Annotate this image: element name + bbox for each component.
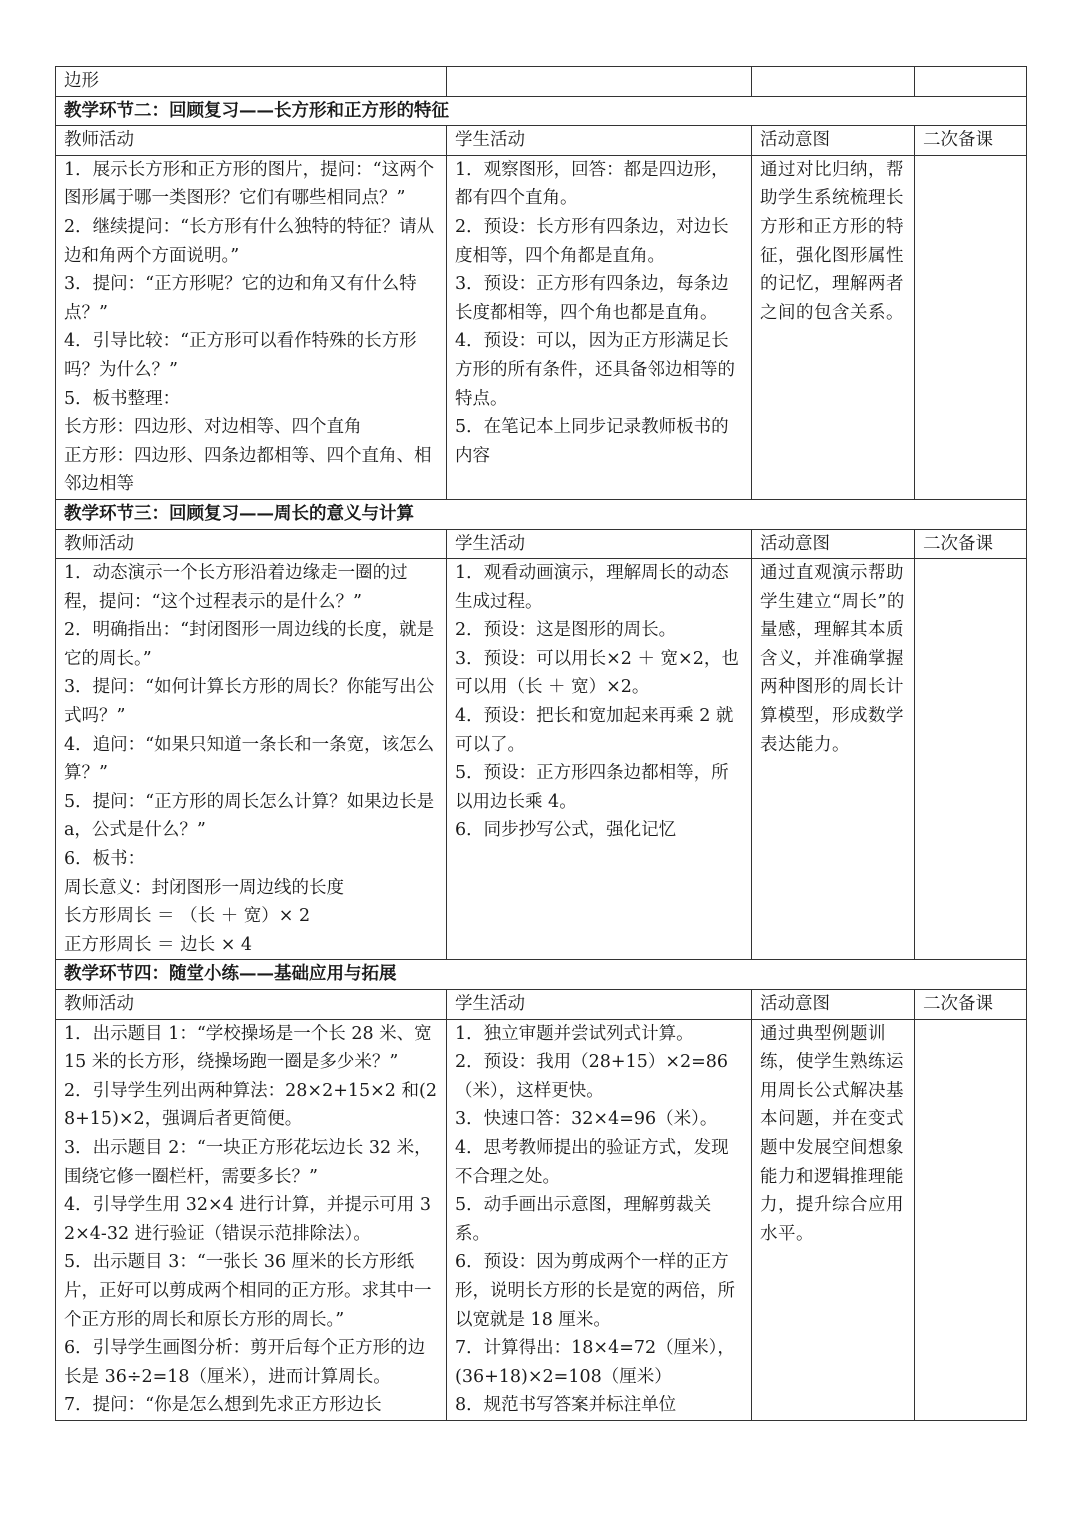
student-activity-item: 2．预设：这是图形的周长。 bbox=[455, 620, 677, 641]
student-activity-item: 7．计算得出：18×4=72（厘米），(36+18)×2=108（厘米） bbox=[455, 1338, 735, 1387]
section-title-row bbox=[56, 960, 1027, 990]
section-content-row bbox=[56, 559, 1027, 960]
teacher-activity-header: 教师活动 bbox=[56, 990, 447, 1020]
secondary-prep-cell bbox=[915, 1019, 1027, 1420]
student-activity-item: 2．预设：长方形有四条边，对边长度相等，四个角都是直角。 bbox=[455, 216, 729, 266]
teacher-activity-header: 教师活动 bbox=[56, 126, 447, 156]
section-title: 教学环节二：回顾复习——长方形和正方形的特征 bbox=[56, 96, 1027, 126]
activity-intent-text: 通过典型例题训练，使学生熟练运用周长公式解决基本问题，并在变式题中发展空间想象能力和逻辑推理能力，提升综合应用水平。 bbox=[760, 1023, 904, 1244]
top-row-notes-cell bbox=[915, 67, 1027, 97]
top-row bbox=[56, 67, 1027, 97]
student-activity-item: 3．快速口答：32×4=96（米）。 bbox=[455, 1109, 718, 1130]
section-title: 教学环节四：随堂小练——基础应用与拓展 bbox=[56, 960, 1027, 990]
student-activity-item: 6．预设：因为剪成两个一样的正方形，说明长方形的长是宽的两倍，所以宽就是 18 厘米。 bbox=[455, 1252, 735, 1330]
teacher-activity-item: 4．追问：“如果只知道一条长和一条宽，该怎么算？” bbox=[64, 734, 435, 784]
teacher-activity-header: 教师活动 bbox=[56, 529, 447, 559]
column-header-row bbox=[56, 126, 1027, 156]
top-row-intent-cell bbox=[752, 67, 915, 97]
teacher-activity-cell bbox=[56, 1019, 447, 1420]
student-activity-item: 4．预设：可以，因为正方形满足长方形的所有条件，还具备邻边相等的特点。 bbox=[455, 331, 735, 409]
teacher-activity-item: 长方形周长 ＝ （长 ＋ 宽）× 2 bbox=[64, 906, 311, 927]
student-activity-header: 学生活动 bbox=[447, 990, 752, 1020]
column-header-row bbox=[56, 990, 1027, 1020]
student-activity-cell bbox=[447, 559, 752, 960]
activity-intent-header: 活动意图 bbox=[752, 990, 915, 1020]
teacher-activity-item: 2．明确指出：“封闭图形一周边线的长度，就是它的周长。” bbox=[64, 620, 435, 669]
activity-intent-text: 通过对比归纳，帮助学生系统梳理长方形和正方形的特征，强化图形属性的记忆，理解两者之间的包含关系。 bbox=[760, 159, 904, 323]
teacher-activity-item: 5．提问：“正方形的周长怎么计算？如果边长是 a，公式是什么？” bbox=[64, 791, 435, 841]
student-activity-header: 学生活动 bbox=[447, 126, 752, 156]
teacher-activity-item: 长方形：四边形、对边相等、四个直角 bbox=[64, 417, 362, 438]
student-activity-item: 5．预设：正方形四条边都相等，所以用边长乘 4。 bbox=[455, 763, 729, 812]
secondary-prep-header: 二次备课 bbox=[915, 126, 1027, 156]
student-activity-item: 3．预设：正方形有四条边，每条边长度都相等，四个角也都是直角。 bbox=[455, 274, 729, 323]
activity-intent-cell bbox=[752, 1019, 915, 1420]
activity-intent-text: 通过直观演示帮助学生建立“周长”的量感，理解其本质含义，并准确掌握两种图形的周长计算模型，形成数学表达能力。 bbox=[760, 563, 905, 755]
teacher-activity-item: 3．提问：“如何计算长方形的周长？你能写出公式吗？” bbox=[64, 677, 435, 727]
teacher-activity-item: 4．引导学生用 32×4 进行计算，并提示可用 32×4-32 进行验证（错误示范排除法）。 bbox=[64, 1195, 432, 1244]
teacher-activity-item: 3．提问：“正方形呢？它的边和角又有什么特点？” bbox=[64, 274, 417, 323]
teacher-activity-item: 正方形周长 ＝ 边长 × 4 bbox=[64, 934, 253, 955]
section-title-row bbox=[56, 96, 1027, 126]
teacher-activity-item: 6．引导学生画图分析：剪开后每个正方形的边长是 36÷2=18（厘米），进而计算周长。 bbox=[64, 1338, 426, 1387]
teacher-activity-item: 7．提问：“你是怎么想到先求正方形边长 bbox=[64, 1395, 382, 1416]
student-activity-item: 1．观察图形，回答：都是四边形，都有四个直角。 bbox=[455, 159, 729, 209]
teacher-activity-item: 1．出示题目 1：“学校操场是一个长 28 米、宽 15 米的长方形，绕操场跑一圈是多少米？” bbox=[64, 1023, 432, 1073]
student-activity-item: 1．观看动画演示，理解周长的动态生成过程。 bbox=[455, 563, 729, 612]
secondary-prep-cell bbox=[915, 155, 1027, 499]
student-activity-item: 2．预设：我用（28+15）×2=86（米），这样更快。 bbox=[455, 1052, 729, 1101]
teacher-activity-item: 4．引导比较：“正方形可以看作特殊的长方形吗？为什么？” bbox=[64, 331, 417, 380]
top-row-student-cell bbox=[447, 67, 752, 97]
teacher-activity-item: 5．出示题目 3：“一张长 36 厘米的长方形纸片，正好可以剪成两个相同的正方形。求其中一个正方形的周长和原长方形的周长。” bbox=[64, 1252, 432, 1330]
student-activity-item: 5．在笔记本上同步记录教师板书的内容 bbox=[455, 417, 729, 466]
teacher-activity-item: 2．引导学生列出两种算法：28×2+15×2 和(28+15)×2，强调后者更简便。 bbox=[64, 1080, 437, 1130]
activity-intent-cell bbox=[752, 155, 915, 499]
teacher-activity-item: 6．板书： bbox=[64, 849, 146, 870]
student-activity-header: 学生活动 bbox=[447, 529, 752, 559]
secondary-prep-cell bbox=[915, 559, 1027, 960]
student-activity-cell bbox=[447, 1019, 752, 1420]
teacher-activity-item: 3．出示题目 2：“一块正方形花坛边长 32 米，围绕它修一圈栏杆，需要多长？” bbox=[64, 1137, 432, 1187]
student-activity-item: 1．独立审题并尝试列式计算。 bbox=[455, 1023, 694, 1044]
student-activity-item: 8．规范书写答案并标注单位 bbox=[455, 1395, 677, 1416]
teacher-activity-item: 5．板书整理： bbox=[64, 388, 181, 409]
column-header-row bbox=[56, 529, 1027, 559]
activity-intent-header: 活动意图 bbox=[752, 126, 915, 156]
student-activity-item: 4．预设：把长和宽加起来再乘 2 就可以了。 bbox=[455, 706, 734, 755]
student-activity-item: 6．同步抄写公式，强化记忆 bbox=[455, 820, 677, 841]
teacher-activity-item: 正方形：四边形、四条边都相等、四个直角、相邻边相等 bbox=[64, 445, 432, 495]
section-content-row bbox=[56, 155, 1027, 499]
section-title: 教学环节三：回顾复习——周长的意义与计算 bbox=[56, 499, 1027, 529]
teacher-activity-cell bbox=[56, 559, 447, 960]
teacher-activity-item: 1．展示长方形和正方形的图片，提问：“这两个图形属于哪一类图形？它们有哪些相同点？” bbox=[64, 159, 435, 209]
section-content-row bbox=[56, 1019, 1027, 1420]
top-row-teacher-cell: 边形 bbox=[56, 67, 447, 97]
activity-intent-cell bbox=[752, 559, 915, 960]
teacher-activity-item: 1．动态演示一个长方形沿着边缘走一圈的过程，提问：“这个过程表示的是什么？” bbox=[64, 563, 408, 612]
student-activity-item: 4．思考教师提出的验证方式，发现不合理之处。 bbox=[455, 1137, 729, 1187]
student-activity-cell bbox=[447, 155, 752, 499]
student-activity-item: 3．预设：可以用长×2 ＋ 宽×2，也可以用（长 ＋ 宽）×2。 bbox=[455, 648, 739, 698]
secondary-prep-header: 二次备课 bbox=[915, 990, 1027, 1020]
section-title-row bbox=[56, 499, 1027, 529]
teacher-activity-cell bbox=[56, 155, 447, 499]
lesson-plan-table bbox=[55, 66, 1027, 1421]
secondary-prep-header: 二次备课 bbox=[915, 529, 1027, 559]
student-activity-item: 5．动手画出示意图，理解剪裁关系。 bbox=[455, 1195, 712, 1244]
teacher-activity-item: 2．继续提问：“长方形有什么独特的特征？请从边和角两个方面说明。” bbox=[64, 216, 435, 266]
activity-intent-header: 活动意图 bbox=[752, 529, 915, 559]
teacher-activity-item: 周长意义：封闭图形一周边线的长度 bbox=[64, 877, 344, 898]
